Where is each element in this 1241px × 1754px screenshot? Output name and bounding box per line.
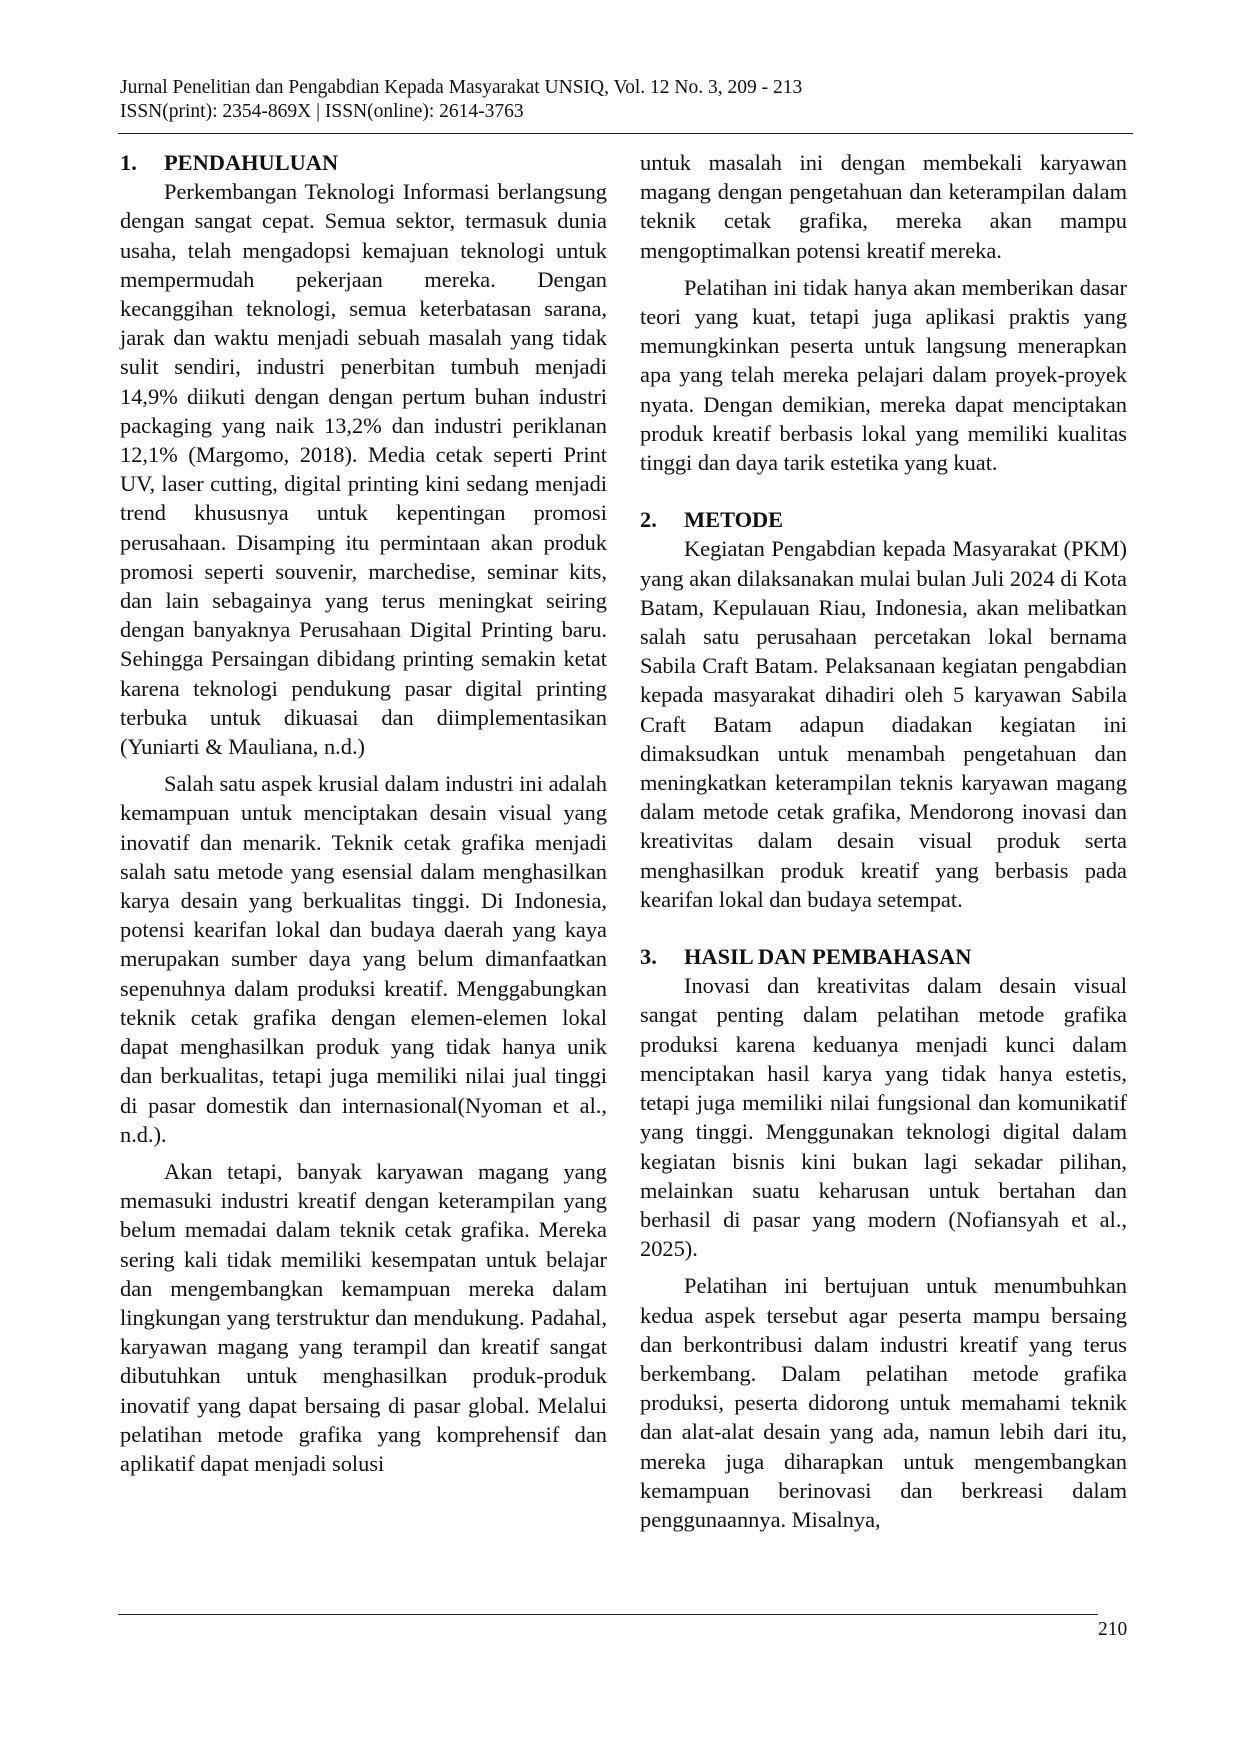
journal-line: Jurnal Penelitian dan Pengabdian Kepada Masyarakat UNSIQ, Vol. 12 No. 3, 209 - 213 [120, 77, 803, 98]
section-heading-hasil [640, 942, 1127, 971]
right-column [640, 148, 1127, 1534]
footer-divider [118, 1614, 1098, 1615]
body-paragraph: Perkembangan Teknologi Informasi berlangsung dengan sangat cepat. Semua sektor, termasuk dunia usaha, telah mengadopsi kemajuan teknologi untuk mempermudah pekerjaan mereka. Dengan kecanggihan teknologi, semua keterbatasan sarana, jarak dan waktu menjadi sebuah masalah yang tidak sulit sendiri, industri penerbitan tumbuh menjadi 14,9% diikuti dengan dengan pertum buhan industri packaging yang naik 13,2% dan industri periklanan 12,1% (Margomo, 2018). Media cetak seperti Print UV, laser cutting, digital printing kini sedang menjadi trend khususnya untuk kepentingan promosi perusahaan. Disamping itu permintaan akan produk promosi seperti souvenir, marchedise, seminar kits, dan lain sebagainya yang terus meningkat seiring dengan banyaknya Perusahaan Digital Printing baru. Sehingga Persaingan dibidang printing semakin ketat karena teknologi pendukung pasar digital printing terbuka untuk dikuasai dan diimplementasikan (Yuniarti & Mauliana, n.d.) [120, 179, 607, 760]
body-paragraph: Pelatihan ini tidak hanya akan memberikan dasar teori yang kuat, tetapi juga aplikasi praktis yang memungkinkan peserta untuk langsung menerapkan apa yang telah mereka pelajari dalam proyek-proyek nyata. Dengan demikian, mereka dapat menciptakan produk kreatif berbasis lokal yang memiliki kualitas tinggi dan daya tarik estetika yang kuat. [640, 274, 1127, 476]
section-title: METODE [684, 507, 784, 533]
continued-paragraph: untuk masalah ini dengan membekali karyawan magang dengan pengetahuan dan keterampilan dalam teknik cetak grafika, mereka akan mampu mengoptimalkan potensi kreatif mereka. [640, 150, 1127, 263]
running-header [120, 76, 1120, 124]
issn-line: ISSN(print): 2354-869X | ISSN(online): 2614-3763 [120, 101, 524, 122]
body-paragraph: Salah satu aspek krusial dalam industri ini adalah kemampuan untuk menciptakan desain visual yang inovatif dan menarik. Teknik cetak grafika menjadi salah satu metode yang esensial dalam menghasilkan karya desain yang berkualitas tinggi. Di Indonesia, potensi kearifan lokal dan budaya daerah yang kaya merupakan sumber daya yang belum dimanfaatkan sepenuhnya dalam produksi kreatif. Menggabungkan teknik cetak grafika dengan elemen-elemen lokal dapat menghasilkan produk yang tidak hanya unik dan berkualitas, tetapi juga memiliki nilai jual tinggi di pasar domestik dan internasional(Nyoman et al., n.d.). [120, 771, 607, 1147]
section-title: HASIL DAN PEMBAHASAN [684, 944, 972, 970]
left-column [120, 148, 607, 1478]
section-title: PENDAHULUAN [164, 150, 339, 175]
section-number: 1. [120, 150, 137, 175]
header-divider [118, 133, 1133, 134]
section-number: 3. [640, 944, 657, 970]
body-paragraph: Pelatihan ini bertujuan untuk menumbuhkan kedua aspek tersebut agar peserta mampu bersaing dan berkontribusi dalam industri kreatif yang terus berkembang. Dalam pelatihan metode grafika produksi, peserta didorong untuk memahami teknik dan alat-alat desain yang ada, namun lebih dari itu, mereka juga diharapkan untuk mengembangkan kemampuan berinovasi dan berkreasi dalam penggunaannya. Misalnya, [640, 1273, 1127, 1532]
section-heading-pendahuluan [120, 148, 607, 177]
page-number: 210 [1098, 1619, 1128, 1640]
body-paragraph: Akan tetapi, banyak karyawan magang yang memasuki industri kreatif dengan keterampilan yang belum memadai dalam teknik cetak grafika. Mereka sering kali tidak memiliki kesempatan untuk belajar dan mengembangkan kemampuan mereka dalam lingkungan yang terstruktur dan mendukung. Padahal, karyawan magang yang terampil dan kreatif sangat dibutuhkan untuk menghasilkan produk-produk inovatif yang dapat bersaing di pasar global. Melalui pelatihan metode grafika yang komprehensif dan aplikatif dapat menjadi solusi [120, 1158, 607, 1476]
body-paragraph: Inovasi dan kreativitas dalam desain visual sangat penting dalam pelatihan metode grafika produksi karena keduanya menjadi kunci dalam menciptakan hasil karya yang tidak hanya estetis, tetapi juga memiliki nilai fungsional dan komunikatif yang tinggi. Menggunakan teknologi digital dalam kegiatan bisnis kini bukan lagi sekadar pilihan, melainkan suatu keharusan untuk bertahan dan berhasil di pasar yang modern (Nofiansyah et al., 2025). [640, 973, 1127, 1262]
section-number: 2. [640, 507, 657, 533]
section-heading-metode [640, 505, 1127, 534]
body-paragraph: Kegiatan Pengabdian kepada Masyarakat (PKM) yang akan dilaksanakan mulai bulan Juli 2024 di Kota Batam, Kepulauan Riau, Indonesia, akan melibatkan salah satu perusahaan percetakan lokal bernama Sabila Craft Batam. Pelaksanaan kegiatan pengabdian kepada masyarakat dihadiri oleh 5 karyawan Sabila Craft Batam adapun diadakan kegiatan ini dimaksudkan untuk menambah pengetahuan dan meningkatkan keterampilan teknis karyawan magang dalam metode cetak grafika, Mendorong inovasi dan kreativitas dalam desain visual produk serta menghasilkan produk kreatif yang berbasis pada kearifan lokal dan budaya setempat. [640, 536, 1127, 912]
